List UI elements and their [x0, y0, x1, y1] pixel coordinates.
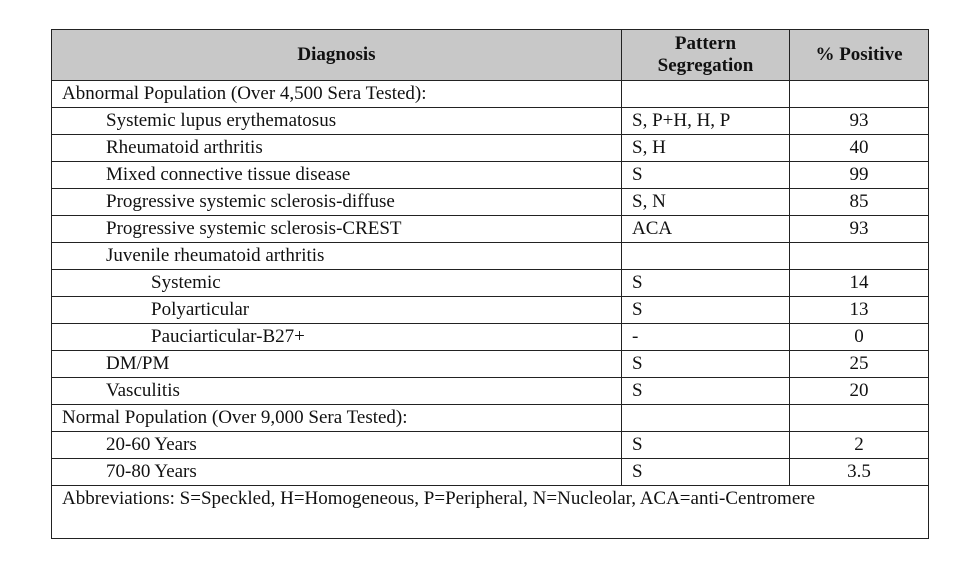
table-row [52, 108, 929, 135]
pattern-cell: S [622, 162, 790, 189]
table-row [52, 324, 929, 351]
percent-positive-cell: 13 [790, 297, 929, 324]
percent-positive-cell: 0 [790, 324, 929, 351]
percent-positive-cell: 3.5 [790, 459, 929, 486]
percent-positive-cell: 99 [790, 162, 929, 189]
pattern-cell [622, 243, 790, 270]
diagnosis-cell: Pauciarticular-B27+ [52, 324, 622, 351]
percent-positive-cell [790, 243, 929, 270]
percent-positive-cell: 93 [790, 108, 929, 135]
pattern-cell: S [622, 459, 790, 486]
table-row [52, 189, 929, 216]
diagnosis-cell: 70-80 Years [52, 459, 622, 486]
header-pattern-segregation [622, 30, 790, 81]
abbreviations-footnote: Abbreviations: S=Speckled, H=Homogeneous, P=Peripheral, N=Nucleolar, ACA=anti-Centromere [52, 486, 929, 539]
table-row [52, 162, 929, 189]
diagnosis-cell: Systemic lupus erythematosus [52, 108, 622, 135]
pattern-cell: S [622, 351, 790, 378]
table-row [52, 351, 929, 378]
diagnosis-cell: Rheumatoid arthritis [52, 135, 622, 162]
diagnosis-cell: Vasculitis [52, 378, 622, 405]
header-pattern-line2: Segregation [657, 55, 754, 76]
diagnosis-cell: DM/PM [52, 351, 622, 378]
diagnosis-cell: Polyarticular [52, 297, 622, 324]
diagnosis-cell: Mixed connective tissue disease [52, 162, 622, 189]
percent-positive-cell: 85 [790, 189, 929, 216]
percent-positive-cell [790, 405, 929, 432]
header-row [52, 30, 929, 81]
diagnosis-cell: 20-60 Years [52, 432, 622, 459]
footnote-row [52, 486, 929, 539]
percent-positive-cell [790, 81, 929, 108]
percent-positive-cell: 25 [790, 351, 929, 378]
table-row [52, 81, 929, 108]
pattern-cell: ACA [622, 216, 790, 243]
diagnosis-cell: Abnormal Population (Over 4,500 Sera Tested): [52, 81, 622, 108]
percent-positive-cell: 93 [790, 216, 929, 243]
pattern-cell: S [622, 297, 790, 324]
pattern-cell: S [622, 270, 790, 297]
table-row [52, 405, 929, 432]
table-row [52, 297, 929, 324]
percent-positive-cell: 2 [790, 432, 929, 459]
diagnosis-cell: Normal Population (Over 9,000 Sera Tested): [52, 405, 622, 432]
pattern-cell: S [622, 432, 790, 459]
table-row [52, 135, 929, 162]
pattern-cell: S, H [622, 135, 790, 162]
table-row [52, 378, 929, 405]
table-row [52, 459, 929, 486]
table-row [52, 432, 929, 459]
table-row [52, 270, 929, 297]
diagnosis-cell: Systemic [52, 270, 622, 297]
percent-positive-cell: 20 [790, 378, 929, 405]
table-row [52, 216, 929, 243]
pattern-cell: S, N [622, 189, 790, 216]
pattern-cell [622, 405, 790, 432]
pattern-cell: S [622, 378, 790, 405]
header-diagnosis: Diagnosis [52, 30, 622, 81]
table-row [52, 243, 929, 270]
header-pattern-line1: Pattern [674, 33, 737, 54]
pattern-cell: - [622, 324, 790, 351]
diagnosis-cell: Progressive systemic sclerosis-CREST [52, 216, 622, 243]
percent-positive-cell: 14 [790, 270, 929, 297]
pattern-cell [622, 81, 790, 108]
pattern-cell: S, P+H, H, P [622, 108, 790, 135]
ana-pattern-table [51, 29, 929, 539]
header-percent-positive: % Positive [790, 30, 929, 81]
percent-positive-cell: 40 [790, 135, 929, 162]
diagnosis-cell: Progressive systemic sclerosis-diffuse [52, 189, 622, 216]
diagnosis-cell: Juvenile rheumatoid arthritis [52, 243, 622, 270]
